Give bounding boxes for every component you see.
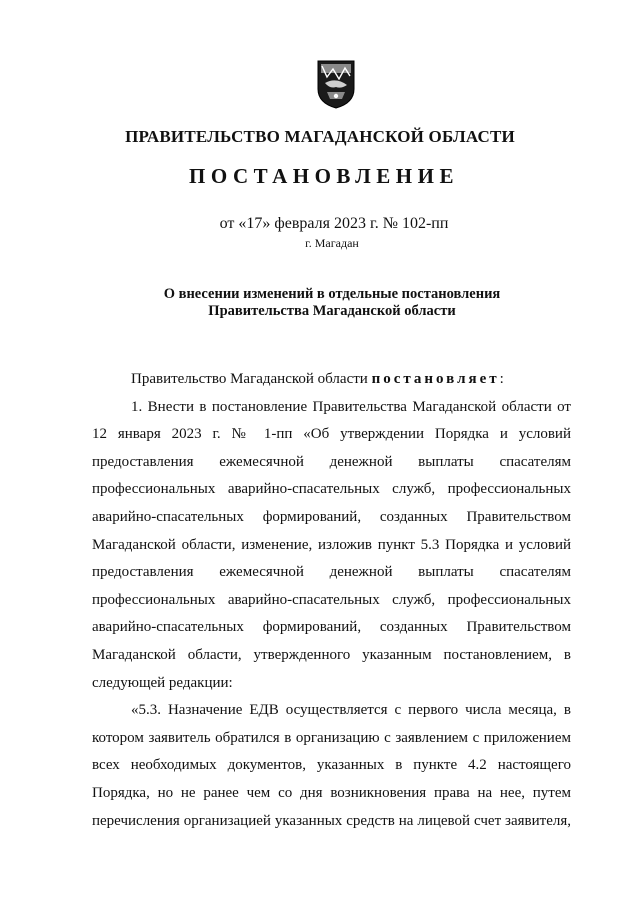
title-line-1: О внесении изменений в отдельные постановления bbox=[163, 286, 501, 302]
intro-colon: : bbox=[499, 371, 504, 387]
paragraph-1: 1. Внести в постановление Правительства Магаданской области от 12 января 2023 г. № 1-пп «Об утверждении Порядка и условий предоставления ежемесячной денежной выплаты спасателям профессиональных аварийно-спасательных служб, профессиональных аварийно-спасательных формирований, созданных Правительством Магаданской области, изменение, изложив пункт 5.3 Порядка и условий предоставления ежемесячной денежной выплаты спасателям профессиональных аварийно-спасательных служб, профессиональных аварийно-спасательных формирований, созданных Правительством Магаданской области, утвержденного указанным постановлением, в следующей редакции: bbox=[92, 398, 571, 691]
document-body bbox=[92, 366, 571, 835]
intro-paragraph bbox=[92, 366, 571, 394]
intro-subject: Правительство Магаданской области bbox=[131, 371, 372, 387]
document-date-number: от «17» февраля 2023 г. № 102-пп bbox=[219, 215, 449, 232]
coat-of-arms-emblem bbox=[315, 59, 357, 109]
document-city: г. Магадан bbox=[305, 236, 359, 250]
paragraph-2: «5.3. Назначение ЕДВ осуществляется с первого числа месяца, в котором заявитель обратился в организацию с заявлением с приложением всех необходимых документов, указанных в пункте 4.2 настоящего Порядка, но не ранее чем со дня возникновения права на нее, путем перечисления организацией указанных средств на лицевой счет заявителя, bbox=[92, 702, 571, 829]
organization-name: ПРАВИТЕЛЬСТВО МАГАДАНСКОЙ ОБЛАСТИ bbox=[125, 127, 515, 146]
document-type: ПОСТАНОВЛЕНИЕ bbox=[189, 164, 459, 188]
title-line-2: Правительства Магаданской области bbox=[208, 303, 456, 319]
document-title bbox=[0, 286, 640, 320]
intro-verb: постановляет bbox=[371, 371, 500, 387]
